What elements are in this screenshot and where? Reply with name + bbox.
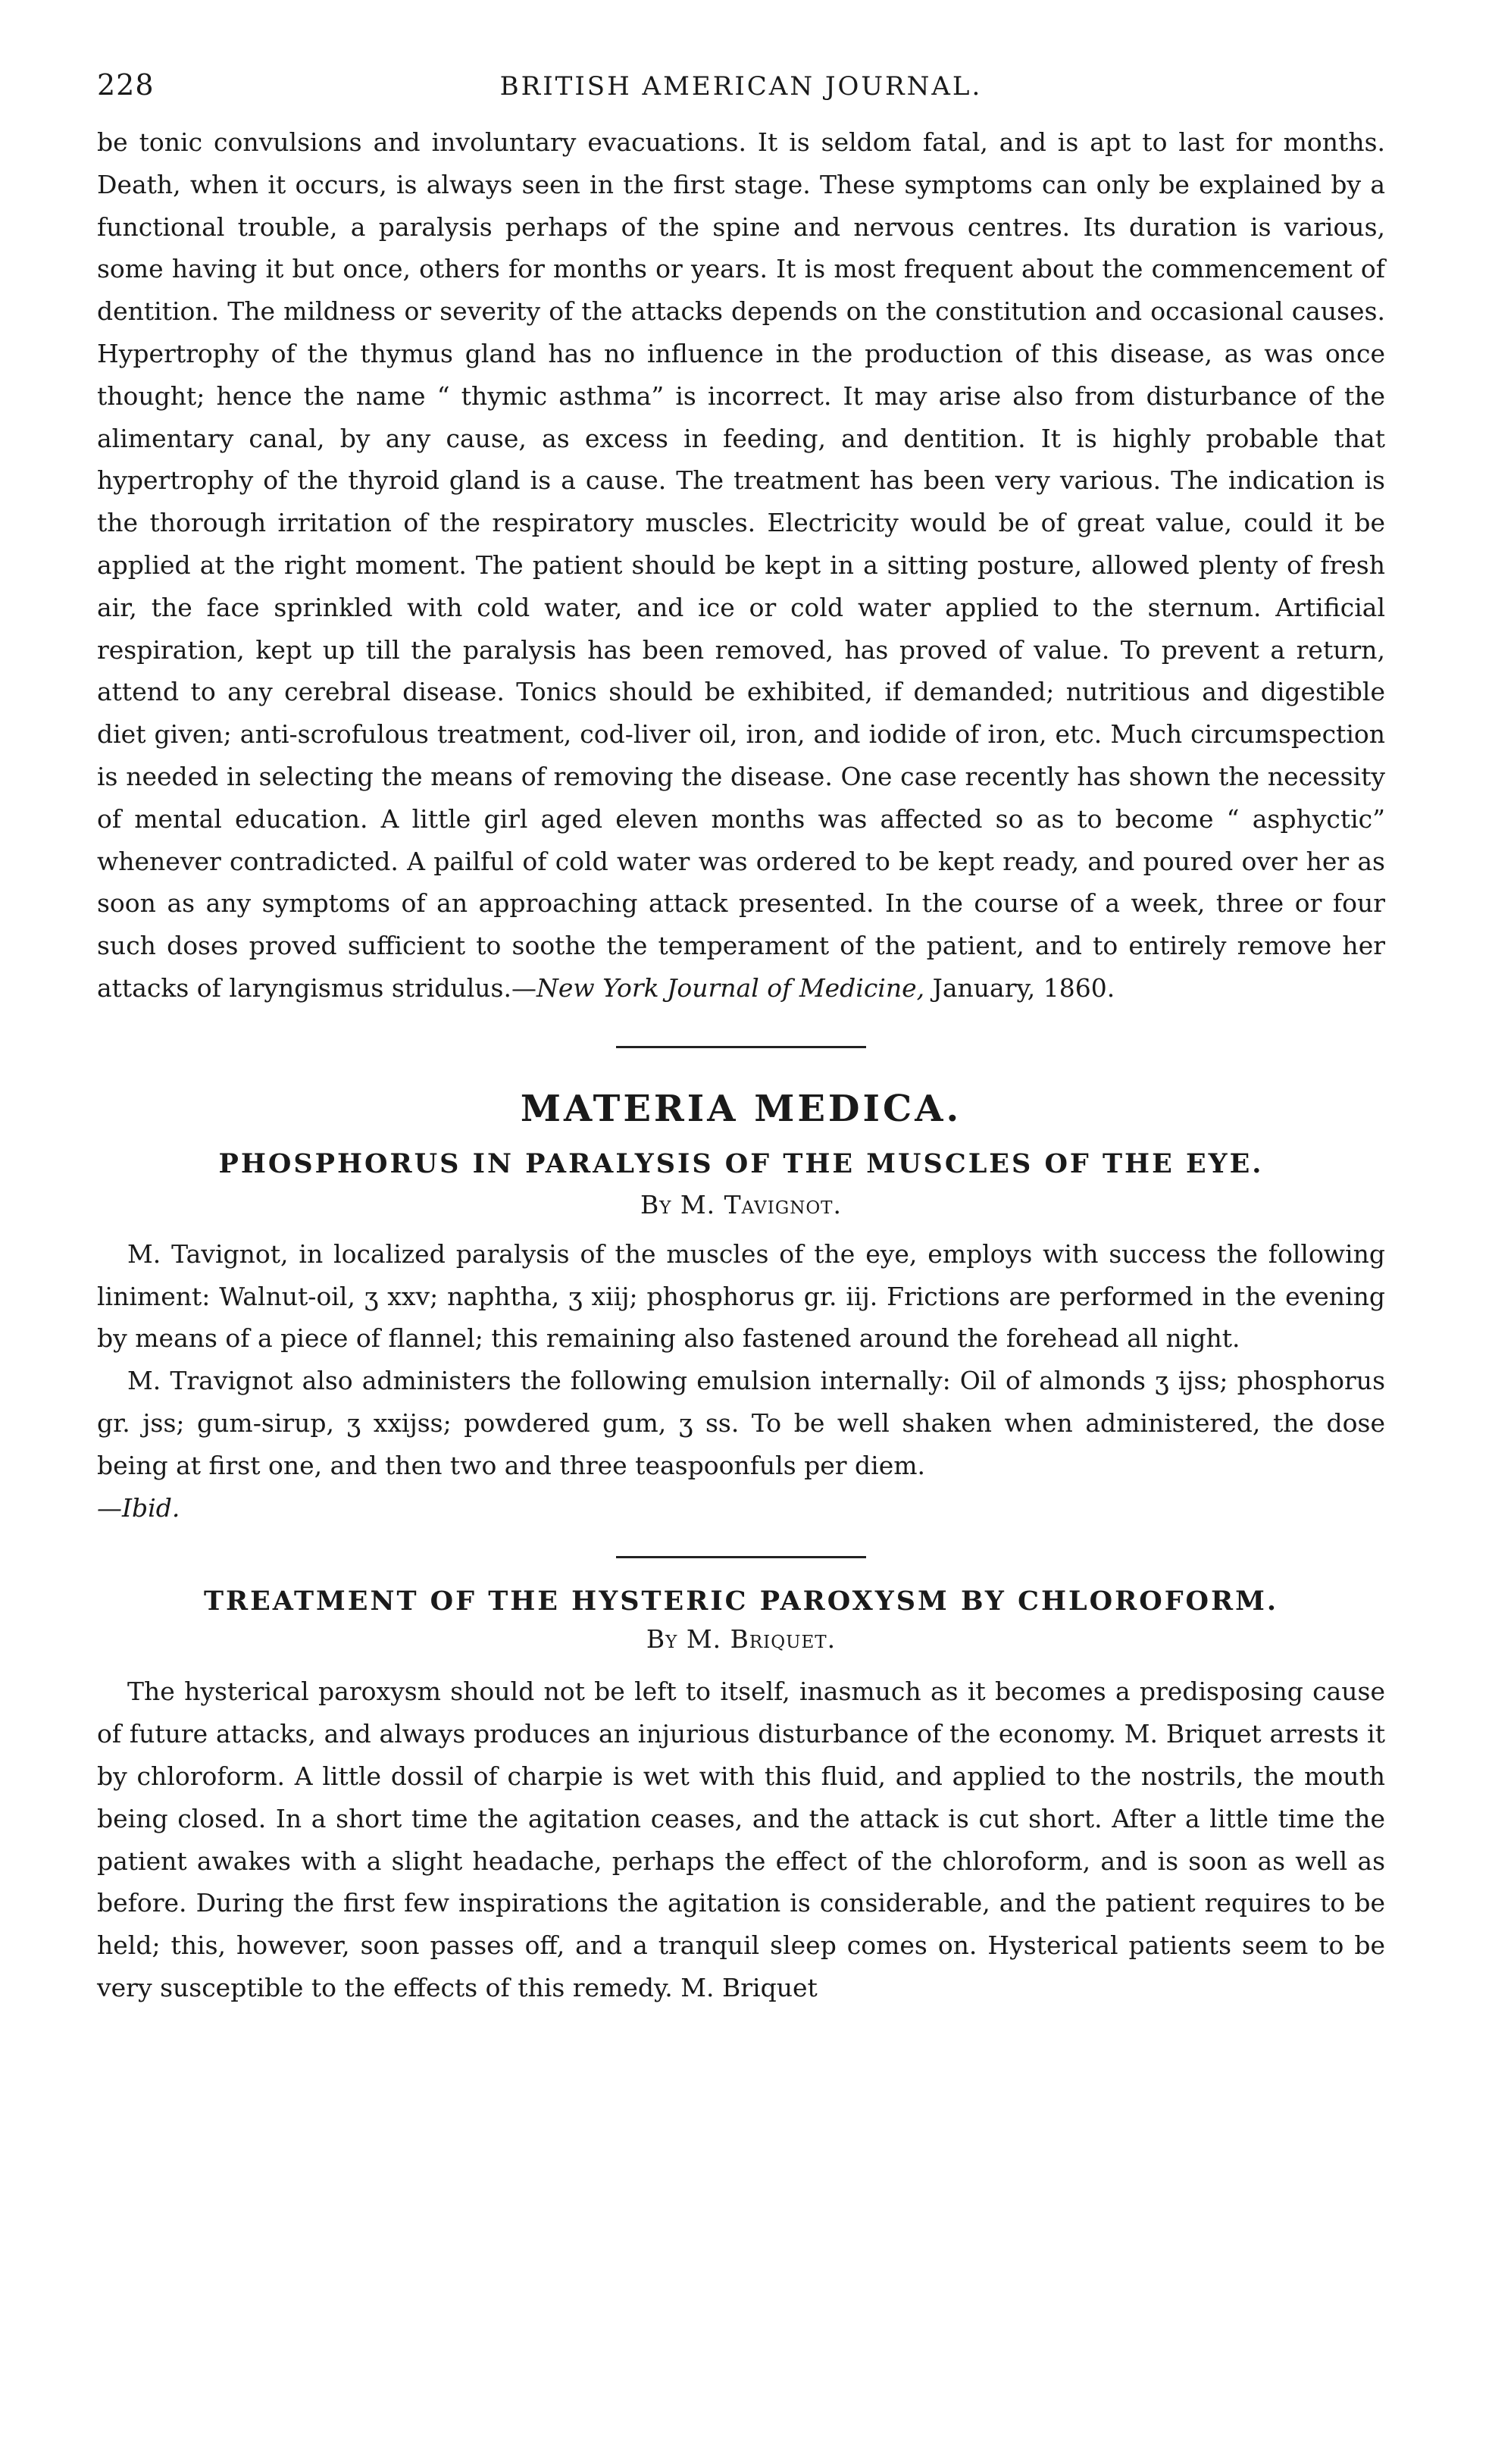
phosphorus-paragraph-2	[97, 1360, 1385, 1529]
byline-briquet: By M. Briquet.	[646, 1624, 837, 1655]
continuation-date: January, 1860.	[932, 972, 1115, 1003]
phosphorus-citation: —Ibid.	[97, 1492, 180, 1523]
section-title: MATERIA MEDICA.	[520, 1087, 962, 1130]
page	[97, 68, 1385, 2009]
running-head	[97, 68, 1385, 121]
continuation-citation: New York Journal of Medicine,	[536, 972, 925, 1003]
phosphorus-paragraph-1: M. Tavignot, in localized paralysis of the muscles of the eye, employs with success the following liniment: Walnut-oil, ʒ xxv; naphtha, ʒ xiij; phosphorus gr. iij. Frictions are performed in the evening by means of a piece of flannel; this remaining also fastened around the forehead all night.	[97, 1238, 1385, 1354]
article-title-phosphorus: PHOSPHORUS IN PARALYSIS OF THE MUSCLES OF THE EYE.	[218, 1147, 1264, 1179]
journal-title: BRITISH AMERICAN JOURNAL.	[499, 71, 983, 102]
page-number: 228	[97, 68, 155, 102]
continuation-paragraph	[97, 121, 1385, 1010]
article-title-hysteric: TREATMENT OF THE HYSTERIC PAROXYSM BY CHLOROFORM.	[203, 1586, 1279, 1617]
phosphorus-paragraph-2-text: M. Travignot also administers the following emulsion internally: Oil of almonds ʒ ijss; phosphorus gr. jss; gum-sirup, ʒ xxijss; powdered gum, ʒ ss. To be well shaken when administered, the dose being at first one, and then two and three teaspoonfuls per diem.	[97, 1366, 1385, 1480]
continuation-text: be tonic convulsions and involuntary evacuations. It is seldom fatal, and is apt to last for months. Death, when it occurs, is always seen in the first stage. These symptoms can only be explained by a functional trouble, a paralysis perhaps of the spine and nervous centres. Its duration is various, some having it but once, others for months or years. It is most frequent about the commencement of dentition. The mildness or severity of the attacks depends on the constitution and occasional causes. Hypertrophy of the thymus gland has no influence in the production of this disease, as was once thought; hence the name “ thymic asthma” is incorrect. It may arise also from disturbance of the alimentary canal, by any cause, as excess in feeding, and dentition. It is highly probable that hypertrophy of the thyroid gland is a cause. The treatment has been very various. The indication is the thorough irritation of the respiratory muscles. Electricity would be of great value, could it be applied at the right moment. The patient should be kept in a sitting posture, allowed plenty of fresh air, the face sprinkled with cold water, and ice or cold water applied to the sternum. Artificial respiration, kept up till the paralysis has been removed, has proved of value. To prevent a return, attend to any cerebral disease. Tonics should be exhibited, if demanded; nutritious and digestible diet given; anti-scrofulous treatment, cod-liver oil, iron, and iodide of iron, etc. Much circumspection is needed in selecting the means of removing the disease. One case recently has shown the necessity of mental education. A little girl aged eleven months was affected so as to become “ asphyctic” whenever contradicted. A pailful of cold water was ordered to be kept ready, and poured over her as soon as any symptoms of an approaching attack presented. In the course of a week, three or four such doses proved sufficient to soothe the temperament of the patient, and to entirely remove her attacks of laryngismus stridulus.—	[97, 127, 1385, 1003]
hysteric-paragraph-1: The hysterical paroxysm should not be left to itself, inasmuch as it becomes a predisposing cause of future attacks, and always produces an injurious disturbance of the economy. M. Briquet arrests it by chloroform. A little dossil of charpie is wet with this fluid, and applied to the nostrils, the mouth being closed. In a short time the agitation ceases, and the attack is cut short. After a little time the patient awakes with a slight headache, perhaps the effect of the chloroform, and is soon as well as before. During the first few inspirations the agitation is considerable, and the patient requires to be held; this, however, soon passes off, and a tranquil sleep comes on. Hysterical patients seem to be very susceptible to the effects of this remedy. M. Briquet	[97, 1677, 1385, 2002]
byline-tavignot: By M. Tavignot.	[640, 1189, 843, 1219]
